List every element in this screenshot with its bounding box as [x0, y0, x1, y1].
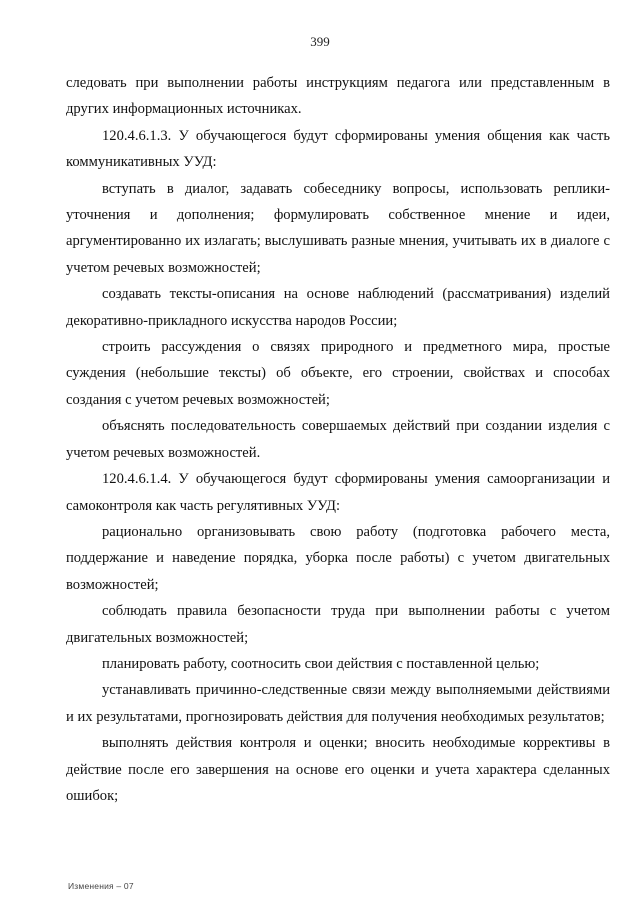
paragraph-12: выполнять действия контроля и оценки; вносить необходимые коррективы в действие после его завершения на основе его оценки и учета характера сделанных ошибок; [66, 735, 610, 804]
page-number: 399 [310, 34, 330, 49]
paragraph-7: 120.4.6.1.4. У обучающегося будут сформированы умения самоорганизации и самоконтроля как часть регулятивных УУД: [66, 471, 610, 514]
document-body [66, 70, 610, 809]
footer-note: Изменения – 07 [68, 881, 134, 891]
paragraph-10: планировать работу, соотносить свои действия с поставленной целью; [102, 655, 540, 672]
paragraph-4: создавать тексты-описания на основе наблюдений (рассматривания) изделий декоративно-прикладного искусства народов России; [66, 286, 610, 329]
paragraph-2: 120.4.6.1.3. У обучающегося будут сформированы умения общения как часть коммуникативных УУД: [66, 127, 610, 171]
paragraph-9: соблюдать правила безопасности труда при выполнении работы с учетом двигательных возможностей; [66, 603, 610, 646]
paragraph-8: рационально организовывать свою работу (подготовка рабочего места, поддержание и наведение порядка, уборка после работы) с учетом двигательных возможностей; [66, 523, 610, 593]
paragraph-6: объяснять последовательность совершаемых действий при создании изделия с учетом речевых возможностей. [66, 418, 610, 461]
paragraph-3: вступать в диалог, задавать собеседнику вопросы, использовать реплики-уточнения и дополнения; формулировать собственное мнение и идеи, аргументированно их излагать; выслушивать разные мнения, учитывать их в диалоге с учетом речевых возможностей; [66, 180, 610, 276]
paragraph-5: строить рассуждения о связях природного и предметного мира, простые суждения (небольшие тексты) об объекте, его строении, свойствах и способах создания с учетом речевых возможностей; [66, 339, 610, 408]
paragraph-1: следовать при выполнении работы инструкциям педагога или представленным в других информационных источниках. [66, 75, 610, 118]
paragraph-11: устанавливать причинно-следственные связи между выполняемыми действиями и их результатами, прогнозировать действия для получения необходимых результатов; [66, 682, 610, 725]
